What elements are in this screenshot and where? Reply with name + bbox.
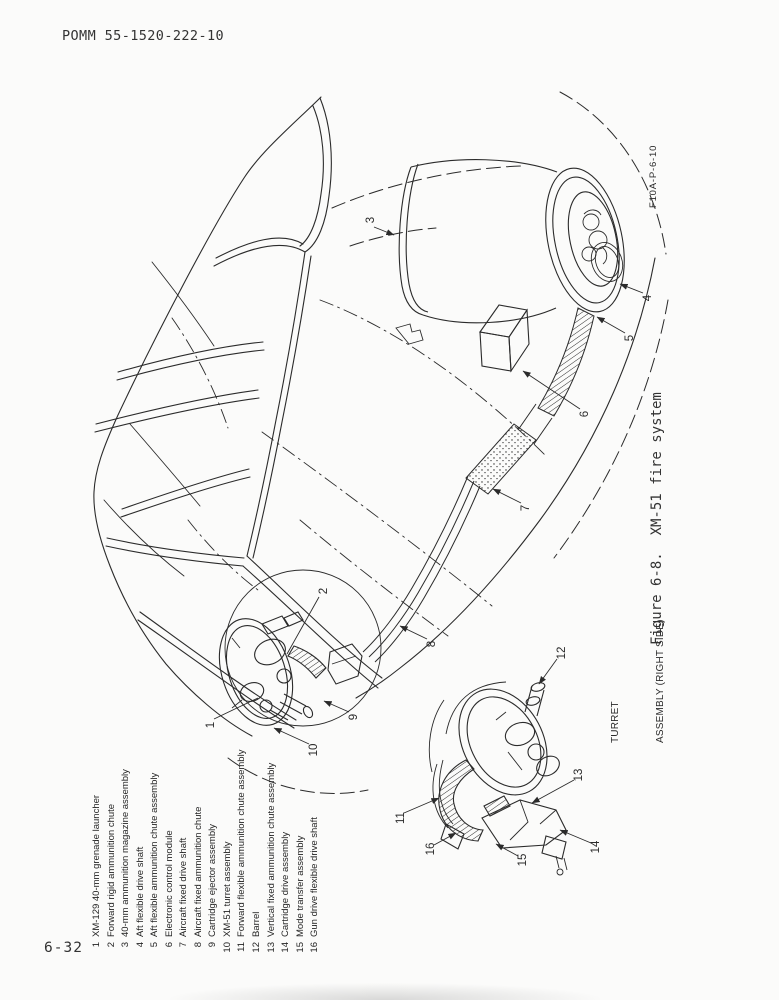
legend-item: 2 Forward rigid ammunition chute bbox=[105, 803, 117, 948]
legend-item: 15 Mode transfer assembly bbox=[294, 835, 306, 953]
legend-item: 1 XM-129 40-mm grenade launcher bbox=[91, 794, 102, 948]
document-header: POMM 55-1520-222-10 bbox=[62, 28, 225, 44]
page-number: 6-32 bbox=[44, 940, 83, 956]
ammunition-magazine-cylinder bbox=[399, 160, 636, 323]
canopy-leading-edge bbox=[94, 97, 321, 736]
figure-plate-code: F10A-P-6-10 bbox=[648, 144, 659, 208]
callout-4: 4 bbox=[642, 294, 654, 302]
turret-detail-label-line1: TURRET bbox=[610, 701, 621, 743]
legend-item: 11 Forward flexible ammunition chute assembly bbox=[236, 749, 248, 952]
legend-item: 7 Aircraft fixed drive shaft bbox=[178, 837, 190, 948]
legend-item: 14 Cartridge drive assembly bbox=[280, 831, 292, 953]
callout-16: 16 bbox=[425, 842, 437, 856]
scan-smudge bbox=[170, 983, 600, 1000]
callout-2: 2 bbox=[318, 587, 330, 595]
belly-chute-run bbox=[363, 476, 480, 662]
legend-item: 3 40-mm ammunition magazine assembly bbox=[120, 769, 132, 948]
electronic-control-module-box bbox=[396, 305, 529, 371]
parts-legend bbox=[90, 732, 323, 956]
callout-7: 7 bbox=[520, 504, 532, 512]
turret-detail-label-line2: ASSEMBLY (RIGHT SIDE) bbox=[655, 619, 666, 743]
callout-5: 5 bbox=[624, 334, 636, 342]
turret-detail-label bbox=[578, 619, 666, 743]
legend-item: 13 Vertical fixed ammunition chute assembly bbox=[265, 762, 277, 953]
detail-flexible-chute-hatched bbox=[439, 760, 483, 841]
magazine-sprocket-mechanism bbox=[582, 210, 628, 286]
turret-barrel bbox=[525, 681, 546, 716]
callout-13: 13 bbox=[573, 768, 585, 782]
callout-15: 15 bbox=[517, 853, 529, 867]
callout-11: 11 bbox=[395, 812, 407, 824]
legend-item: 6 Electronic control module bbox=[163, 830, 175, 948]
callout-14: 14 bbox=[590, 840, 602, 854]
callout-8: 8 bbox=[426, 640, 438, 648]
legend-item: 4 Aft flexible drive shaft bbox=[134, 846, 146, 948]
callout-1: 1 bbox=[205, 721, 217, 729]
callout-6: 6 bbox=[579, 410, 591, 418]
fixed-chute-stippled-panel bbox=[466, 424, 536, 494]
legend-item: 9 Cartridge ejector assembly bbox=[207, 824, 219, 948]
legend-item: 16 Gun drive flexible drive shaft bbox=[309, 817, 321, 953]
figure-caption: Figure 6-8. XM-51 fire system bbox=[649, 392, 665, 645]
legend-item: 5 Aft flexible ammunition chute assembly bbox=[149, 772, 161, 948]
callout-9: 9 bbox=[348, 713, 360, 721]
legend-item: 8 Aircraft fixed ammunition chute bbox=[192, 806, 204, 948]
legend-item: 10 XM-51 turret assembly bbox=[221, 841, 233, 953]
legend-item: 12 Barrel bbox=[251, 911, 263, 953]
callout-10: 10 bbox=[308, 743, 320, 757]
callout-12: 12 bbox=[556, 646, 568, 660]
callout-3: 3 bbox=[365, 216, 377, 224]
forward-chute-hatched-band bbox=[288, 646, 326, 678]
